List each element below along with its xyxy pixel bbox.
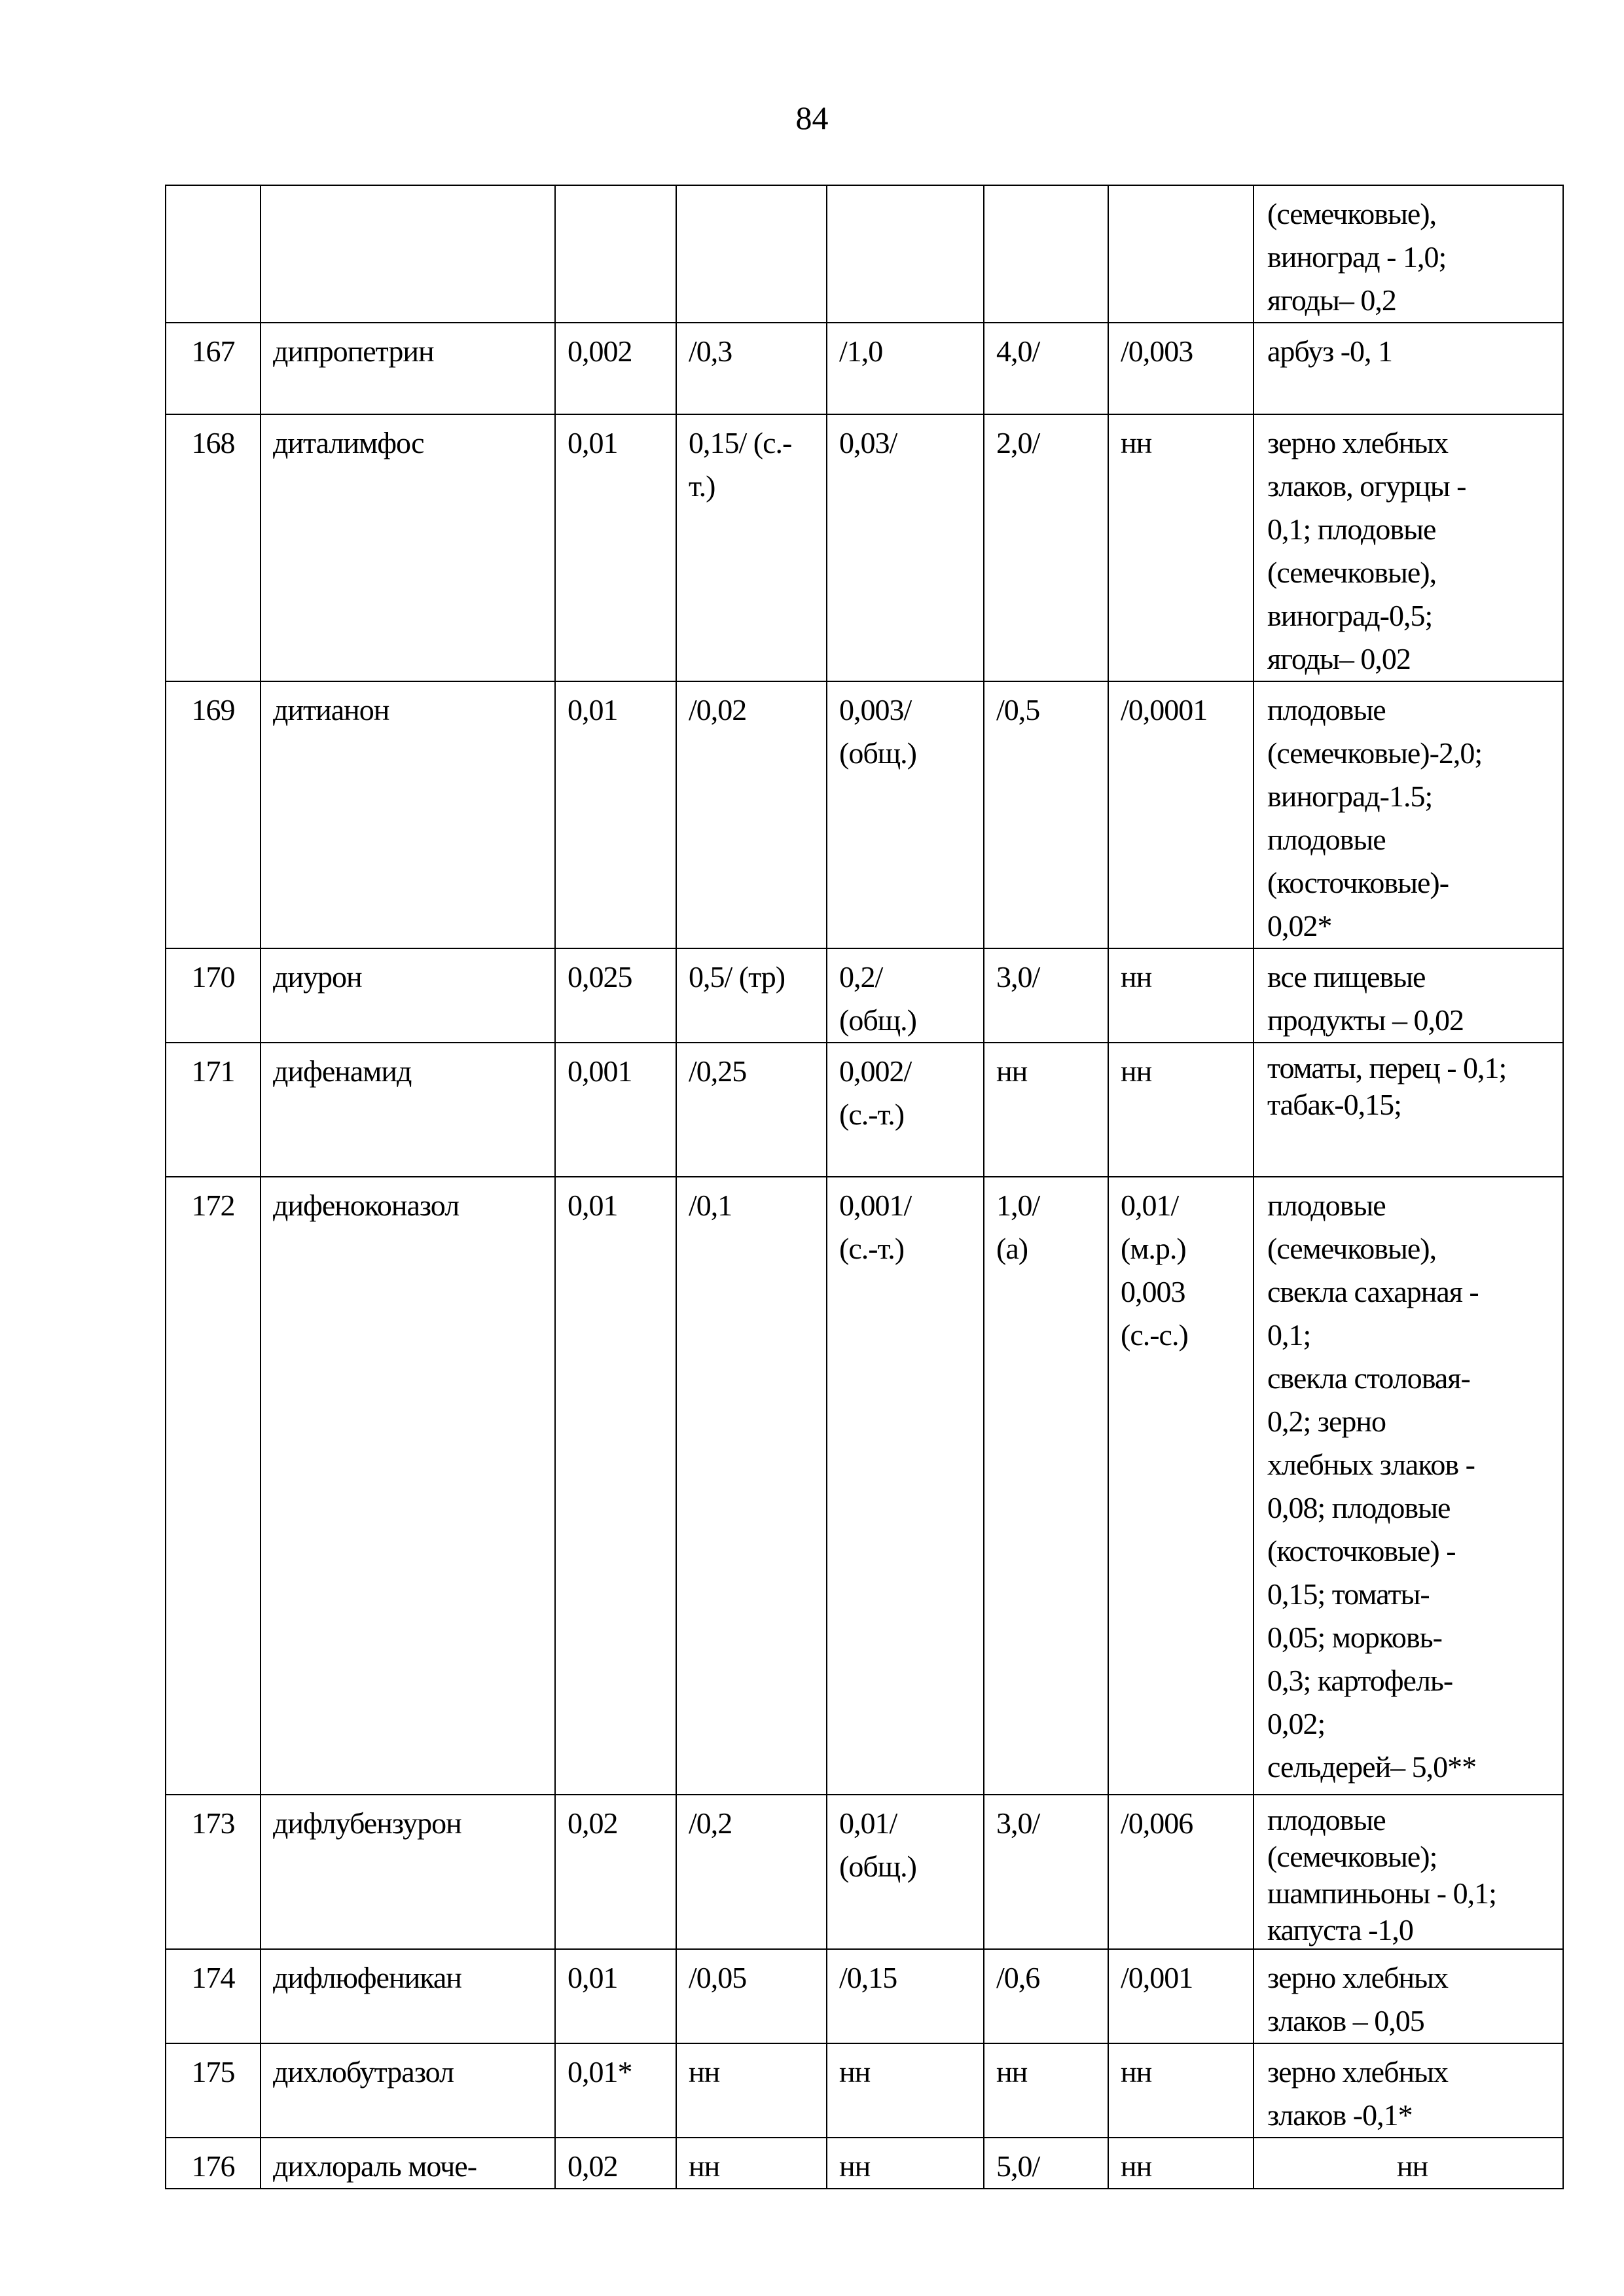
value-col-2-cell xyxy=(676,185,827,323)
row-number-cell: 172 xyxy=(166,1177,261,1795)
substance-name-cell: дифеноконазол xyxy=(261,1177,555,1795)
table-body xyxy=(166,185,1563,2189)
value-col-4-cell: 3,0/ xyxy=(984,1795,1108,1949)
value-col-3-cell: 0,2/ (общ.) xyxy=(827,948,984,1043)
substance-name-cell: диурон xyxy=(261,948,555,1043)
value-col-1-cell: 0,01 xyxy=(555,681,676,948)
substance-name-cell: дифенамид xyxy=(261,1043,555,1177)
value-col-3-cell: 0,002/ (с.-т.) xyxy=(827,1043,984,1177)
value-col-3-cell: 0,03/ xyxy=(827,414,984,681)
value-col-2-cell: /0,2 xyxy=(676,1795,827,1949)
value-col-1-cell: 0,02 xyxy=(555,2138,676,2189)
table-row xyxy=(166,1795,1563,1949)
value-col-5-cell: /0,003 xyxy=(1108,323,1254,414)
row-number-cell: 167 xyxy=(166,323,261,414)
page-number: 84 xyxy=(795,99,829,136)
mrl-note-cell: (семечковые), виноград - 1,0; ягоды– 0,2 xyxy=(1254,185,1563,323)
value-col-5-cell: нн xyxy=(1108,948,1254,1043)
value-col-3-cell xyxy=(827,185,984,323)
value-col-1-cell: 0,02 xyxy=(555,1795,676,1949)
value-col-5-cell: нн xyxy=(1108,2043,1254,2138)
row-number-cell: 174 xyxy=(166,1949,261,2043)
value-col-3-cell: 0,003/ (общ.) xyxy=(827,681,984,948)
table-row xyxy=(166,1043,1563,1177)
value-col-2-cell: /0,25 xyxy=(676,1043,827,1177)
value-col-4-cell: нн xyxy=(984,2043,1108,2138)
substance-name-cell: дипропетрин xyxy=(261,323,555,414)
pesticide-table xyxy=(165,185,1564,2189)
value-col-2-cell: /0,1 xyxy=(676,1177,827,1795)
table-row xyxy=(166,323,1563,414)
substance-name-cell: диталимфос xyxy=(261,414,555,681)
mrl-note-cell: зерно хлебных злаков -0,1* xyxy=(1254,2043,1563,2138)
table-row xyxy=(166,2138,1563,2189)
value-col-1-cell xyxy=(555,185,676,323)
value-col-5-cell: /0,0001 xyxy=(1108,681,1254,948)
mrl-note-cell: арбуз -0, 1 xyxy=(1254,323,1563,414)
row-number-cell: 168 xyxy=(166,414,261,681)
row-number-cell: 171 xyxy=(166,1043,261,1177)
value-col-4-cell: 3,0/ xyxy=(984,948,1108,1043)
mrl-note-cell: плодовые (семечковые), свекла сахарная - 0,1; свекла столовая- 0,2; зерно хлебных злаков - 0,08; плодовые (косточковые) - 0,15; томаты- 0,05; морковь- 0,3; картофель- 0,02; сельдерей– 5,0** xyxy=(1254,1177,1563,1795)
value-col-2-cell: нн xyxy=(676,2138,827,2189)
table-row xyxy=(166,2043,1563,2138)
value-col-4-cell: /0,5 xyxy=(984,681,1108,948)
mrl-note-cell: зерно хлебных злаков – 0,05 xyxy=(1254,1949,1563,2043)
table-row xyxy=(166,414,1563,681)
row-number-cell: 170 xyxy=(166,948,261,1043)
table-row xyxy=(166,948,1563,1043)
table-row xyxy=(166,1177,1563,1795)
value-col-2-cell: нн xyxy=(676,2043,827,2138)
value-col-2-cell: /0,02 xyxy=(676,681,827,948)
value-col-5-cell xyxy=(1108,185,1254,323)
value-col-2-cell: 0,5/ (тр) xyxy=(676,948,827,1043)
value-col-4-cell: 5,0/ xyxy=(984,2138,1108,2189)
value-col-4-cell: 1,0/ (а) xyxy=(984,1177,1108,1795)
substance-name-cell: дифлюфеникан xyxy=(261,1949,555,2043)
value-col-4-cell: нн xyxy=(984,1043,1108,1177)
value-col-4-cell: /0,6 xyxy=(984,1949,1108,2043)
table-row xyxy=(166,1949,1563,2043)
mrl-note-cell: плодовые (семечковые); шампиньоны - 0,1; капуста -1,0 xyxy=(1254,1795,1563,1949)
value-col-1-cell: 0,025 xyxy=(555,948,676,1043)
value-col-5-cell: нн xyxy=(1108,2138,1254,2189)
value-col-3-cell: нн xyxy=(827,2138,984,2189)
table-row xyxy=(166,185,1563,323)
value-col-3-cell: нн xyxy=(827,2043,984,2138)
substance-name-cell: дихлобутразол xyxy=(261,2043,555,2138)
value-col-1-cell: 0,01 xyxy=(555,1949,676,2043)
value-col-1-cell: 0,01 xyxy=(555,414,676,681)
row-number-cell: 176 xyxy=(166,2138,261,2189)
mrl-note-cell: нн xyxy=(1254,2138,1563,2189)
value-col-3-cell: /0,15 xyxy=(827,1949,984,2043)
value-col-5-cell: нн xyxy=(1108,1043,1254,1177)
value-col-3-cell: /1,0 xyxy=(827,323,984,414)
value-col-4-cell: 4,0/ xyxy=(984,323,1108,414)
value-col-5-cell: нн xyxy=(1108,414,1254,681)
value-col-1-cell: 0,01 xyxy=(555,1177,676,1795)
value-col-5-cell: /0,001 xyxy=(1108,1949,1254,2043)
substance-name-cell: дифлубензурон xyxy=(261,1795,555,1949)
value-col-1-cell: 0,001 xyxy=(555,1043,676,1177)
substance-name-cell: дитианон xyxy=(261,681,555,948)
value-col-2-cell: /0,05 xyxy=(676,1949,827,2043)
row-number-cell: 173 xyxy=(166,1795,261,1949)
value-col-4-cell: 2,0/ xyxy=(984,414,1108,681)
row-number-cell: 175 xyxy=(166,2043,261,2138)
value-col-3-cell: 0,01/ (общ.) xyxy=(827,1795,984,1949)
mrl-note-cell: зерно хлебных злаков, огурцы - 0,1; плодовые (семечковые), виноград-0,5; ягоды– 0,02 xyxy=(1254,414,1563,681)
substance-name-cell: дихлораль моче- xyxy=(261,2138,555,2189)
value-col-1-cell: 0,01* xyxy=(555,2043,676,2138)
value-col-2-cell: 0,15/ (с.- т.) xyxy=(676,414,827,681)
value-col-5-cell: 0,01/ (м.р.) 0,003 (с.-с.) xyxy=(1108,1177,1254,1795)
row-number-cell: 169 xyxy=(166,681,261,948)
substance-name-cell xyxy=(261,185,555,323)
value-col-2-cell: /0,3 xyxy=(676,323,827,414)
mrl-note-cell: томаты, перец - 0,1; табак-0,15; xyxy=(1254,1043,1563,1177)
value-col-4-cell xyxy=(984,185,1108,323)
row-number-cell xyxy=(166,185,261,323)
mrl-note-cell: все пищевые продукты – 0,02 xyxy=(1254,948,1563,1043)
value-col-3-cell: 0,001/ (с.-т.) xyxy=(827,1177,984,1795)
value-col-1-cell: 0,002 xyxy=(555,323,676,414)
mrl-note-cell: плодовые (семечковые)-2,0; виноград-1.5; плодовые (косточковые)- 0,02* xyxy=(1254,681,1563,948)
table-row xyxy=(166,681,1563,948)
value-col-5-cell: /0,006 xyxy=(1108,1795,1254,1949)
